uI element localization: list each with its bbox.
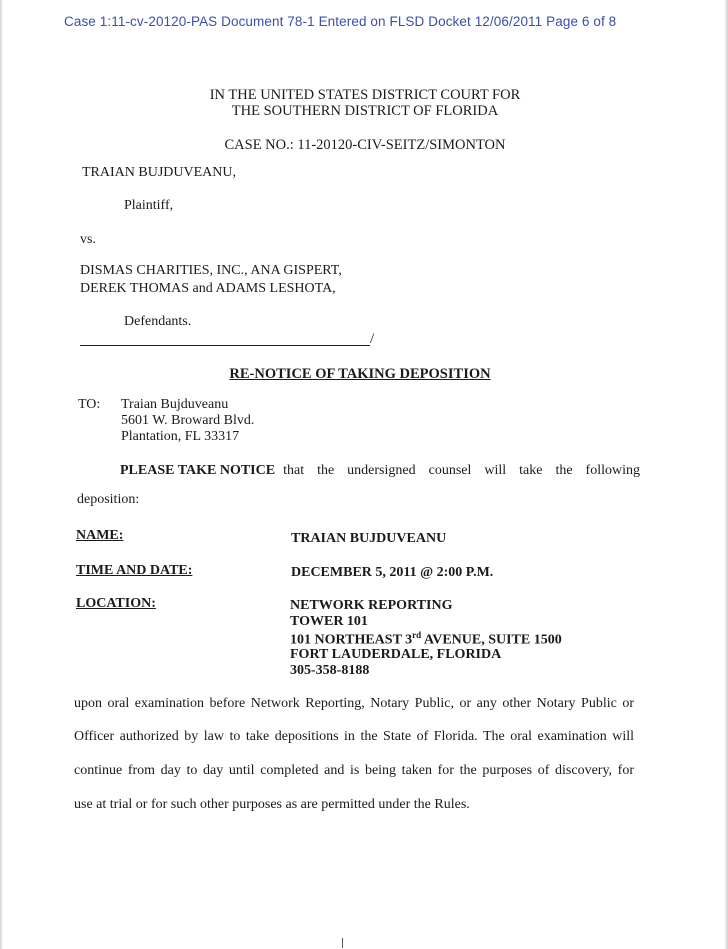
location-line1: NETWORK REPORTING [290,598,453,613]
notice-intro-rest: that the undersigned counsel will take the following [283,463,640,478]
location-line2: TOWER 101 [290,614,368,629]
closing-line3: continue from day to day until completed and is being taken for the purposes of discovery, for [74,763,634,778]
time-date-value: DECEMBER 5, 2011 @ 2:00 P.M. [291,565,494,580]
to-label: TO: [78,397,101,412]
defendants-label: Defendants. [124,314,192,329]
location-line3 [290,630,562,649]
location-line3-pre: 101 NORTHEAST 3 [290,632,413,648]
location-line3-post: AVENUE, SUITE 1500 [421,632,562,648]
closing-line4: use at trial or for such other purposes as are permitted under the Rules. [74,797,470,812]
court-title-line1: IN THE UNITED STATES DISTRICT COURT FOR [209,87,521,103]
docket-header-stamp: Case 1:11-cv-20120-PAS Document 78-1 Entered on FLSD Docket 12/06/2011 Page 6 of 8 [64,14,617,29]
defendants-line1: DISMAS CHARITIES, INC., ANA GISPERT, [80,263,342,278]
plaintiff-name: TRAIAN BUJDUVEANU, [82,165,236,180]
page-footer-mark [342,938,343,948]
notice-title: RE-NOTICE OF TAKING DEPOSITION [229,366,491,382]
scan-edge-left [0,0,3,949]
notice-intro-bold: PLEASE TAKE NOTICE [120,463,276,478]
recipient-address-line1: 5601 W. Broward Blvd. [121,413,255,428]
closing-line2: Officer authorized by law to take depositions in the State of Florida. The oral examination will [74,729,634,744]
caption-slash: / [370,331,375,347]
closing-line1: upon oral examination before Network Reporting, Notary Public, or any other Notary Public or [74,696,634,711]
defendants-line2: DEREK THOMAS and ADAMS LESHOTA, [80,281,336,296]
location-line3-sup: rd [412,630,422,640]
name-label: NAME: [76,528,124,543]
caption-divider-line [80,345,370,346]
plaintiff-label: Plaintiff, [124,198,174,213]
scan-edge-right [724,0,728,949]
location-line4: FORT LAUDERDALE, FLORIDA [290,647,502,662]
notice-intro-line2: deposition: [77,492,140,507]
location-label: LOCATION: [76,596,156,611]
notice-intro-line1 [120,463,640,479]
location-line5: 305-358-8188 [290,663,370,678]
recipient-address-line2: Plantation, FL 33317 [121,429,240,444]
name-value: TRAIAN BUJDUVEANU [291,531,447,546]
versus-label: vs. [80,232,96,247]
case-number: CASE NO.: 11-20120-CIV-SEITZ/SIMONTON [224,137,506,153]
time-date-label: TIME AND DATE: [76,563,193,578]
court-title-line2: THE SOUTHERN DISTRICT OF FLORIDA [231,103,499,119]
recipient-name: Traian Bujduveanu [121,397,229,412]
